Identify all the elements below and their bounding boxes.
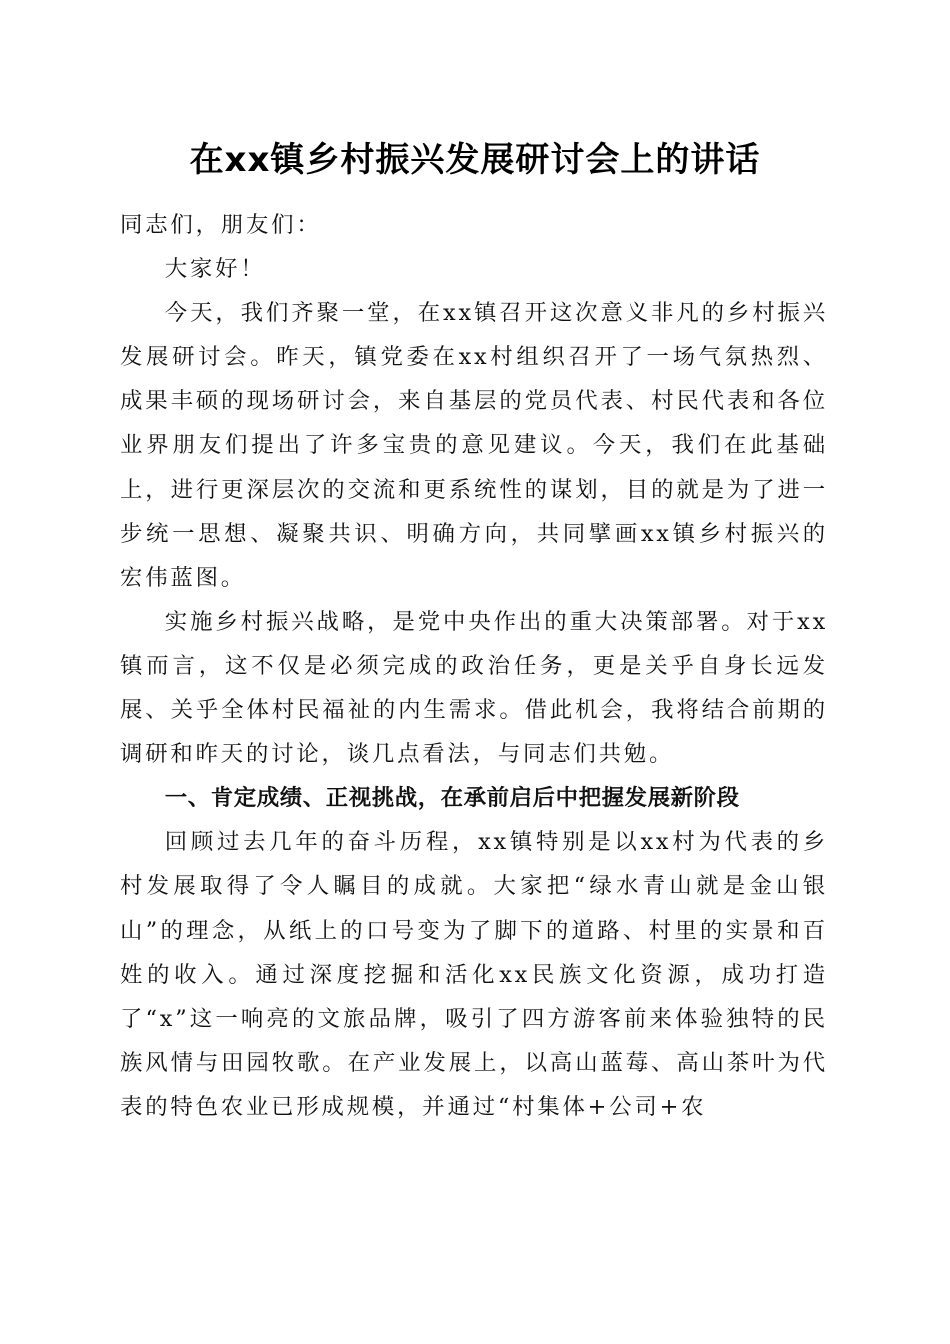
section-heading: 一、肯定成绩、正视挑战，在承前启后中把握发展新阶段 [164, 785, 740, 812]
document-title: 在xx镇乡村振兴发展研讨会上的讲话 [189, 140, 761, 180]
salutation-line: 同志们，朋友们： [120, 212, 322, 238]
body-paragraph: 实施乡村振兴战略，是党中央作出的重大决策部署。对于xx镇而言，这不仅是必须完成的政治任务，更是关乎自身长远发展、关乎全体村民福祉的内生需求。借此机会，我将结合前期的调研和昨天的讨论，谈几点看法，与同志们共勉。 [120, 608, 828, 768]
greeting-paragraph: 大家好！ [164, 256, 266, 283]
section-paragraph: 回顾过去几年的奋斗历程，xx镇特别是以xx村为代表的乡村发展取得了令人瞩目的成就。大家把“绿水青山就是金山银山”的理念，从纸上的口号变为了脚下的道路、村里的实景和百姓的收入。通过深度挖掘和活化xx民族文化资源，成功打造了“x”这一响亮的文旅品牌，吸引了四方游客前来体验独特的民族风情与田园牧歌。在产业发展上，以高山蓝莓、高山茶叶为代表的特色农业已形成规模，并通过“村集体+公司+农 [120, 829, 828, 1120]
document-body [120, 203, 828, 1129]
body-paragraph: 今天，我们齐聚一堂，在xx镇召开这次意义非凡的乡村振兴发展研讨会。昨天，镇党委在xx村组织召开了一场气氛热烈、成果丰硕的现场研讨会，来自基层的党员代表、村民代表和各位业界朋友们提出了许多宝贵的意见建议。今天，我们在此基础上，进行更深层次的交流和更系统性的谋划，目的就是为了进一步统一思想、凝聚共识、明确方向，共同擘画xx镇乡村振兴的宏伟蓝图。 [120, 300, 828, 591]
